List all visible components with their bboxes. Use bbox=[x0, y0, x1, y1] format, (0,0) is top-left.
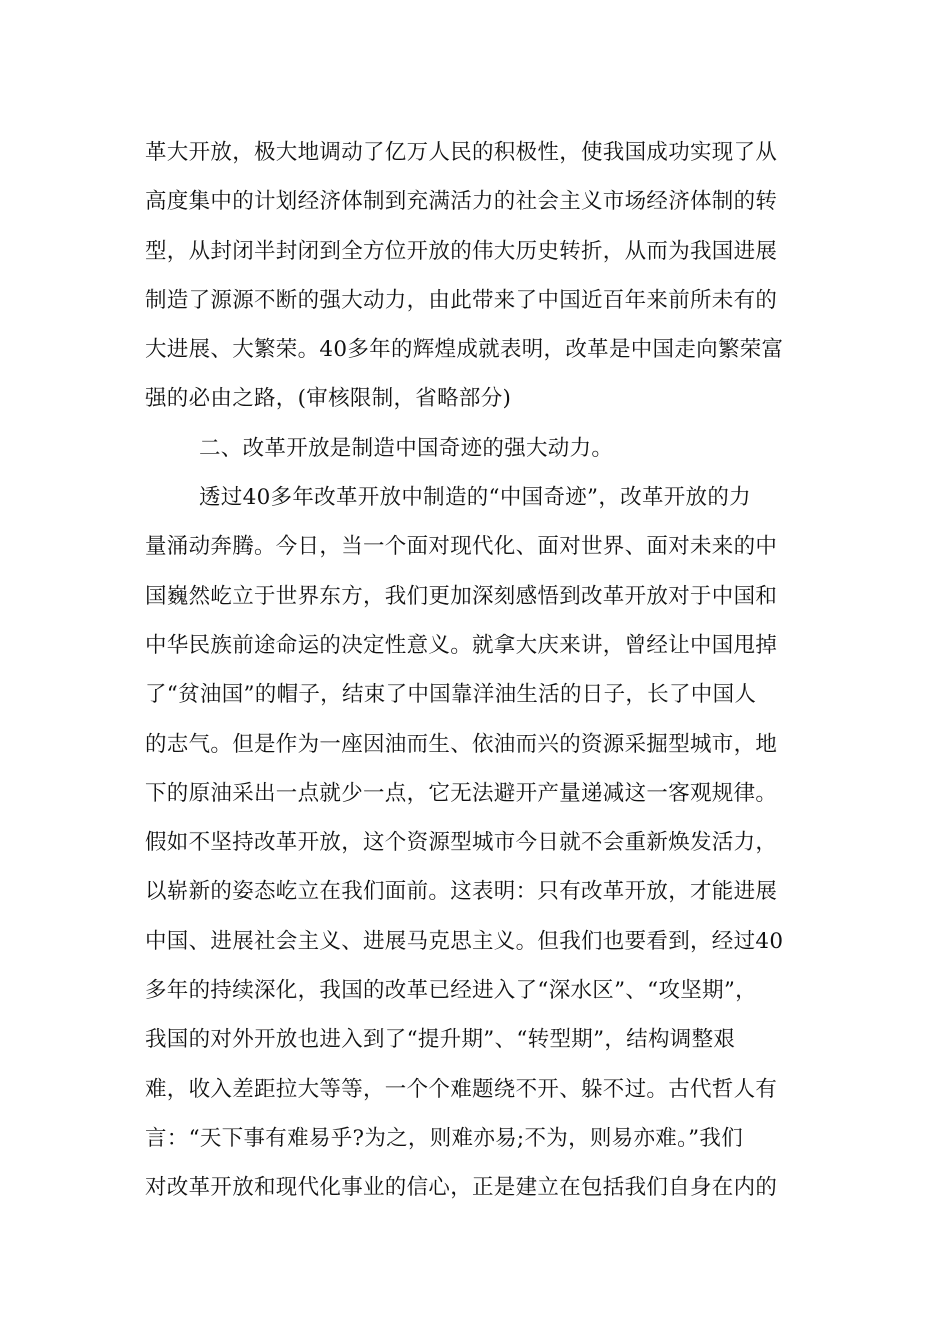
text-line: 中华民族前途命运的决定性意义。就拿大庆来讲，曾经让中国甩掉 bbox=[145, 632, 778, 658]
paragraph-start: 透过40多年改革开放中制造的“中国奇迹”，改革开放的力 bbox=[199, 485, 751, 511]
text-line: 中国、进展社会主义、进展马克思主义。但我们也要看到，经过40 bbox=[145, 928, 784, 954]
text-line: 高度集中的计划经济体制到充满活力的社会主义市场经济体制的转 bbox=[145, 189, 778, 215]
text-line: 型，从封闭半封闭到全方位开放的伟大历史转折，从而为我国进展 bbox=[145, 238, 778, 264]
text-line: 我国的对外开放也进入到了“提升期”、“转型期”，结构调整艰 bbox=[145, 1027, 736, 1053]
body-text bbox=[145, 128, 825, 1213]
text-line: 下的原油采出一点就少一点，它无法避开产量递减这一客观规律。 bbox=[145, 780, 778, 806]
text-line: 的志气。但是作为一座因油而生、依油而兴的资源采掘型城市，地 bbox=[145, 731, 778, 757]
text-line: 以崭新的姿态屹立在我们面前。这表明：只有改革开放，才能进展 bbox=[145, 879, 778, 905]
text-line: 难，收入差距拉大等等，一个个难题绕不开、躲不过。古代哲人有 bbox=[145, 1076, 778, 1102]
text-line: 量涌动奔腾。今日，当一个面对现代化、面对世界、面对未来的中 bbox=[145, 534, 778, 560]
text-line: 强的必由之路，(审核限制，省略部分) bbox=[145, 386, 512, 412]
text-line: 多年的持续深化，我国的改革已经进入了“深水区”、“攻坚期”， bbox=[145, 978, 757, 1004]
text-line: 假如不坚持改革开放，这个资源型城市今日就不会重新焕发活力， bbox=[145, 830, 778, 856]
section-heading: 二、改革开放是制造中国奇迹的强大动力。 bbox=[199, 435, 614, 461]
text-line: 国巍然屹立于世界东方，我们更加深刻感悟到改革开放对于中国和 bbox=[145, 583, 778, 609]
text-line: 大进展、大繁荣。40多年的辉煌成就表明，改革是中国走向繁荣富 bbox=[145, 337, 784, 363]
text-line: 对改革开放和现代化事业的信心，正是建立在包括我们自身在内的 bbox=[145, 1175, 778, 1201]
text-line: 制造了源源不断的强大动力，由此带来了中国近百年来前所未有的 bbox=[145, 287, 778, 313]
text-line: 言：“天下事有难易乎?为之，则难亦易;不为，则易亦难。”我们 bbox=[145, 1125, 744, 1151]
text-line: 了“贫油国”的帽子，结束了中国靠洋油生活的日子，长了中国人 bbox=[145, 682, 757, 708]
text-line: 革大开放，极大地调动了亿万人民的积极性，使我国成功实现了从 bbox=[145, 140, 778, 165]
